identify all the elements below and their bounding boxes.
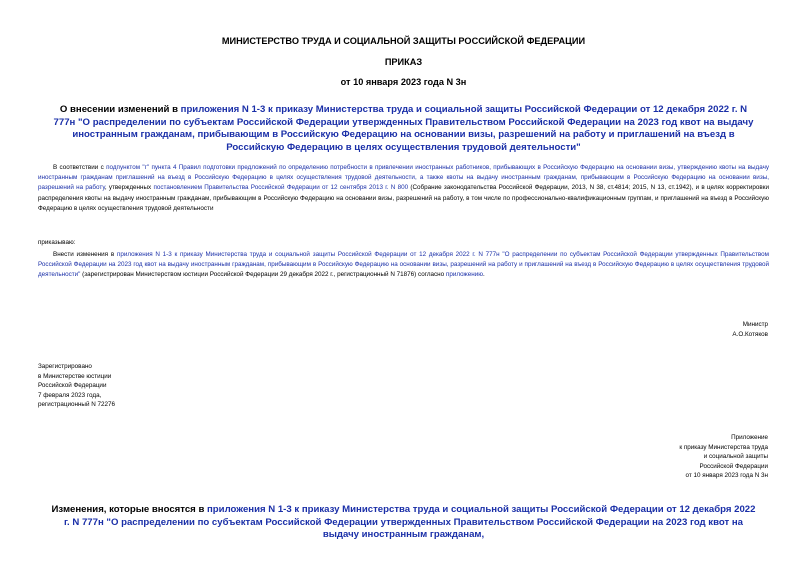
signature-position: Министр (742, 321, 768, 328)
signature-block (732, 320, 768, 339)
registration-line: в Министерстве юстиции (38, 372, 112, 380)
preamble-paragraph (38, 163, 769, 214)
preamble-text-2: , утвержденных (104, 184, 154, 192)
appendix-line: Российской Федерации (699, 462, 768, 470)
order-title-prefix: О внесении изменений в (59, 104, 181, 115)
registration-block (38, 362, 115, 410)
preamble-text-3: (Собрание законодательства Российской Федерации, 2013, N 38, ст.4814; 2015, N 13, ст.1942), и в целях корректировки распределения квоты на выдачу иностранным гражданам, прибывающим в Российскую Федерацию на основании визы, разрешений на работу, в том числе по профессионально-квалификационным группам, и приглашений на въезд в Российскую Федерацию в целях осуществления трудовой деятельности (38, 184, 769, 212)
registration-line: регистрационный N 72276 (38, 401, 116, 409)
body-text-3: . (482, 271, 485, 279)
body-text-2: (зарегистрирован Министерством юстиции Российской Федерации 29 декабря 2022 г., регистрационный N 71876) согласно (80, 271, 446, 279)
order-title (50, 104, 757, 154)
signature-name: А.О.Котяков (732, 330, 768, 338)
body-paragraph (38, 250, 769, 281)
registration-line: Зарегистрировано (38, 363, 92, 370)
order-date-number: от 10 января 2023 года N 3н (340, 77, 467, 87)
doc-type: ПРИКАЗ (384, 57, 423, 67)
ministry-name: МИНИСТЕРСТВО ТРУДА И СОЦИАЛЬНОЙ ЗАЩИТЫ РОССИЙСКОЙ ФЕДЕРАЦИИ (221, 36, 586, 46)
changes-title-prefix: Изменения, которые вносятся в (51, 504, 208, 515)
appendix-line: к приказу Министерства труда (679, 443, 768, 451)
appendix-line: и социальной защиты (703, 453, 768, 461)
changes-title-link[interactable]: приложения N 1-3 к приказу Министерства труда и социальной защиты Российской Федерации от 12 декабря 2022 г. N 777н "О распределении по субъектам Российской Федерации утвержденных Правительством Российской Федерации на 2023 год квот на выдачу иностранным гражданам, (64, 504, 756, 541)
registration-line: Российской Федерации (38, 382, 107, 390)
body-link-appendix[interactable]: приложению (445, 271, 483, 279)
preamble-link-rules[interactable]: подпунктом "г" пункта 4 Правил подготовки предложений по определению потребности в привлечении иностранных работников, прибывающих в Российскую Федерацию на основании визы, утверждению квоты на выдачу иностранным гражданам приглашений на въезд в Российскую Федерацию в целях осуществления трудовой деятельности, а также квоты на выдачу иностранным гражданам, прибывающим в Российскую Федерацию на основании визы, разрешений на работу (38, 164, 770, 192)
appendix-line: от 10 января 2023 года N 3н (685, 472, 768, 480)
appendix-reference (679, 433, 768, 481)
preamble-link-decree[interactable]: постановлением Правительства Российской Федерации от 12 сентября 2013 г. N 800 (153, 184, 409, 192)
body-link-appendices[interactable]: приложения N 1-3 к приказу Министерства труда и социальной защиты Российской Федерации от 12 декабря 2022 г. N 777н "О распределении по субъектам Российской Федерации утвержденных Правительством Российской Федерации на 2023 год квот на выдачу иностранным гражданам, прибывающим в Российскую Федерацию на основании визы, разрешений на работу и приглашений на въезд в Российскую Федерацию в целях осуществления трудовой деятельности" (38, 251, 769, 279)
preamble-text-1: В соответствии с (53, 164, 107, 171)
body-text-1: Внести изменения в (53, 251, 117, 258)
changes-title (50, 504, 757, 542)
registration-line: 7 февраля 2023 года, (38, 391, 102, 399)
order-word: приказываю: (38, 239, 76, 246)
order-title-link[interactable]: приложения N 1-3 к приказу Министерства труда и социальной защиты Российской Федерации от 12 декабря 2022 г. N 777н "О распределении по субъектам Российской Федерации утвержденных Правительством Российской Федерации на 2023 год квот на выдачу иностранным гражданам, прибывающим в Российскую Федерацию на основании визы, разрешений на работу и приглашений на въезд в Российскую Федерацию в целях осуществления трудовой деятельности" (53, 104, 754, 153)
appendix-line: Приложение (731, 434, 768, 441)
